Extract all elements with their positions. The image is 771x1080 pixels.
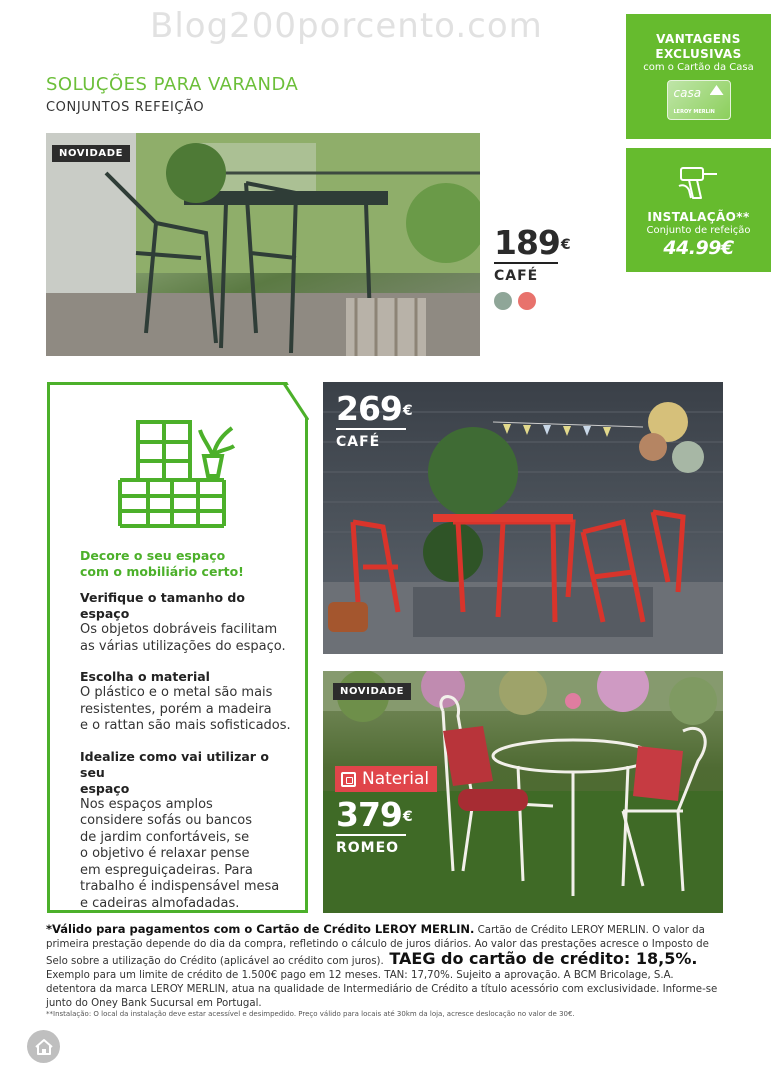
credit-card-icon xyxy=(667,80,731,120)
instalacao-price: 44.99€ xyxy=(663,237,734,259)
drill-icon xyxy=(671,162,727,206)
color-options xyxy=(494,292,570,310)
price-divider xyxy=(494,262,558,264)
card-text: casa xyxy=(673,86,702,100)
price-block-cafe-2 xyxy=(336,389,412,450)
home-button[interactable] xyxy=(27,1030,60,1063)
vantagens-sub: com o Cartão da Casa xyxy=(643,62,754,73)
vantagens-title-1: VANTAGENS xyxy=(656,32,741,46)
material-icon xyxy=(341,772,356,787)
instalacao-title: INSTALAÇÃO** xyxy=(647,210,750,224)
tip-text: O plástico e o metal são mais resistentes, porém a madeira e o rattan são mais sofisticados. xyxy=(80,685,291,733)
instalacao-sub: Conjunto de refeição xyxy=(646,225,751,236)
product-name: CAFÉ xyxy=(494,268,539,284)
watermark: Blog200porcento.com xyxy=(150,6,543,46)
tips-heading: Decore o seu espaço com o mobiliário certo! xyxy=(80,548,244,579)
price-value: 189€ xyxy=(494,223,570,262)
garden-scene xyxy=(323,671,723,913)
tips-content xyxy=(80,548,295,926)
product-photo-cafe-green xyxy=(46,133,480,356)
home-icon xyxy=(34,1038,54,1056)
color-swatch-red[interactable] xyxy=(518,292,536,310)
tip-text: Os objetos dobráveis facilitam as várias utilizações do espaço. xyxy=(80,622,286,654)
vantagens-promo xyxy=(626,14,771,139)
price-value: 269€ xyxy=(336,389,412,428)
vantagens-title-2: EXCLUSIVAS xyxy=(655,47,742,61)
section-subtitle: CONJUNTOS REFEIÇÃO xyxy=(46,100,205,115)
tip-title: Idealize como vai utilizar o seu espaço xyxy=(80,748,269,796)
tip-title: Escolha o material xyxy=(80,669,210,684)
tip-text: Nos espaços amplos considere sofás ou bancos de jardim confortáveis, se o objetivo é relaxar pense em espreguiçadeiras. Para trabalho é indispensável mesa e cadeiras almofadadas. xyxy=(80,796,280,911)
novidade-tag: NOVIDADE xyxy=(333,683,411,700)
novidade-tag: NOVIDADE xyxy=(52,145,130,162)
legal-text xyxy=(46,922,726,1011)
leroy-logo-icon xyxy=(710,85,724,95)
installation-footnote: **Instalação: O local da instalação deve estar acessível e desimpedido. Preço válido para locais até 30km da loja, acresce deslocação no valor de 30€. xyxy=(46,1010,575,1018)
balcony-scene xyxy=(46,133,480,356)
tip-item xyxy=(80,669,295,735)
product-photo-romeo xyxy=(323,671,723,913)
price-divider xyxy=(336,428,406,430)
tip-title: Verifique o tamanho do espaço xyxy=(80,590,245,621)
legal-text-1: Cartão de Crédito LEROY MERLIN. O valor da primeira prestação depende do dia da compra, refletindo o cálculo de juros diários. Ao valor das prestações acresce o Imposto de Selo sobre a utilização do Crédito (aplicável ao crédito com juros). xyxy=(46,925,709,967)
material-label: Naterial xyxy=(362,769,430,789)
product-name: CAFÉ xyxy=(336,434,381,450)
product-name: ROMEO xyxy=(336,840,400,856)
taeg-value: TAEG do cartão de crédito: 18,5%. xyxy=(383,949,698,968)
price-value: 379€ xyxy=(336,795,412,834)
card-brand: LEROY MERLIN xyxy=(673,109,715,115)
price-block-cafe-1 xyxy=(494,223,570,310)
legal-text-2: Exemplo para um limite de crédito de 1.500€ pago em 12 meses. TAN: 17,70%. Sujeito a aprovação. A BCM Bricolage, S.A. detentora da marca LEROY MERLIN, atua na qualidade de Intermediário de Crédito a título acessório com exclusividade. Informe-se junto do Oney Bank Sucursal em Portugal. xyxy=(46,970,718,1009)
tip-item xyxy=(80,590,295,655)
legal-bold-intro: *Válido para pagamentos com o Cartão de Crédito LEROY MERLIN. xyxy=(46,922,475,936)
material-badge xyxy=(335,766,437,792)
price-divider xyxy=(336,834,406,836)
color-swatch-green[interactable] xyxy=(494,292,512,310)
balcony-icon xyxy=(118,416,238,532)
tip-item xyxy=(80,749,295,913)
price-block-romeo xyxy=(336,795,412,856)
section-title: SOLUÇÕES PARA VARANDA xyxy=(46,74,299,95)
instalacao-promo xyxy=(626,148,771,272)
